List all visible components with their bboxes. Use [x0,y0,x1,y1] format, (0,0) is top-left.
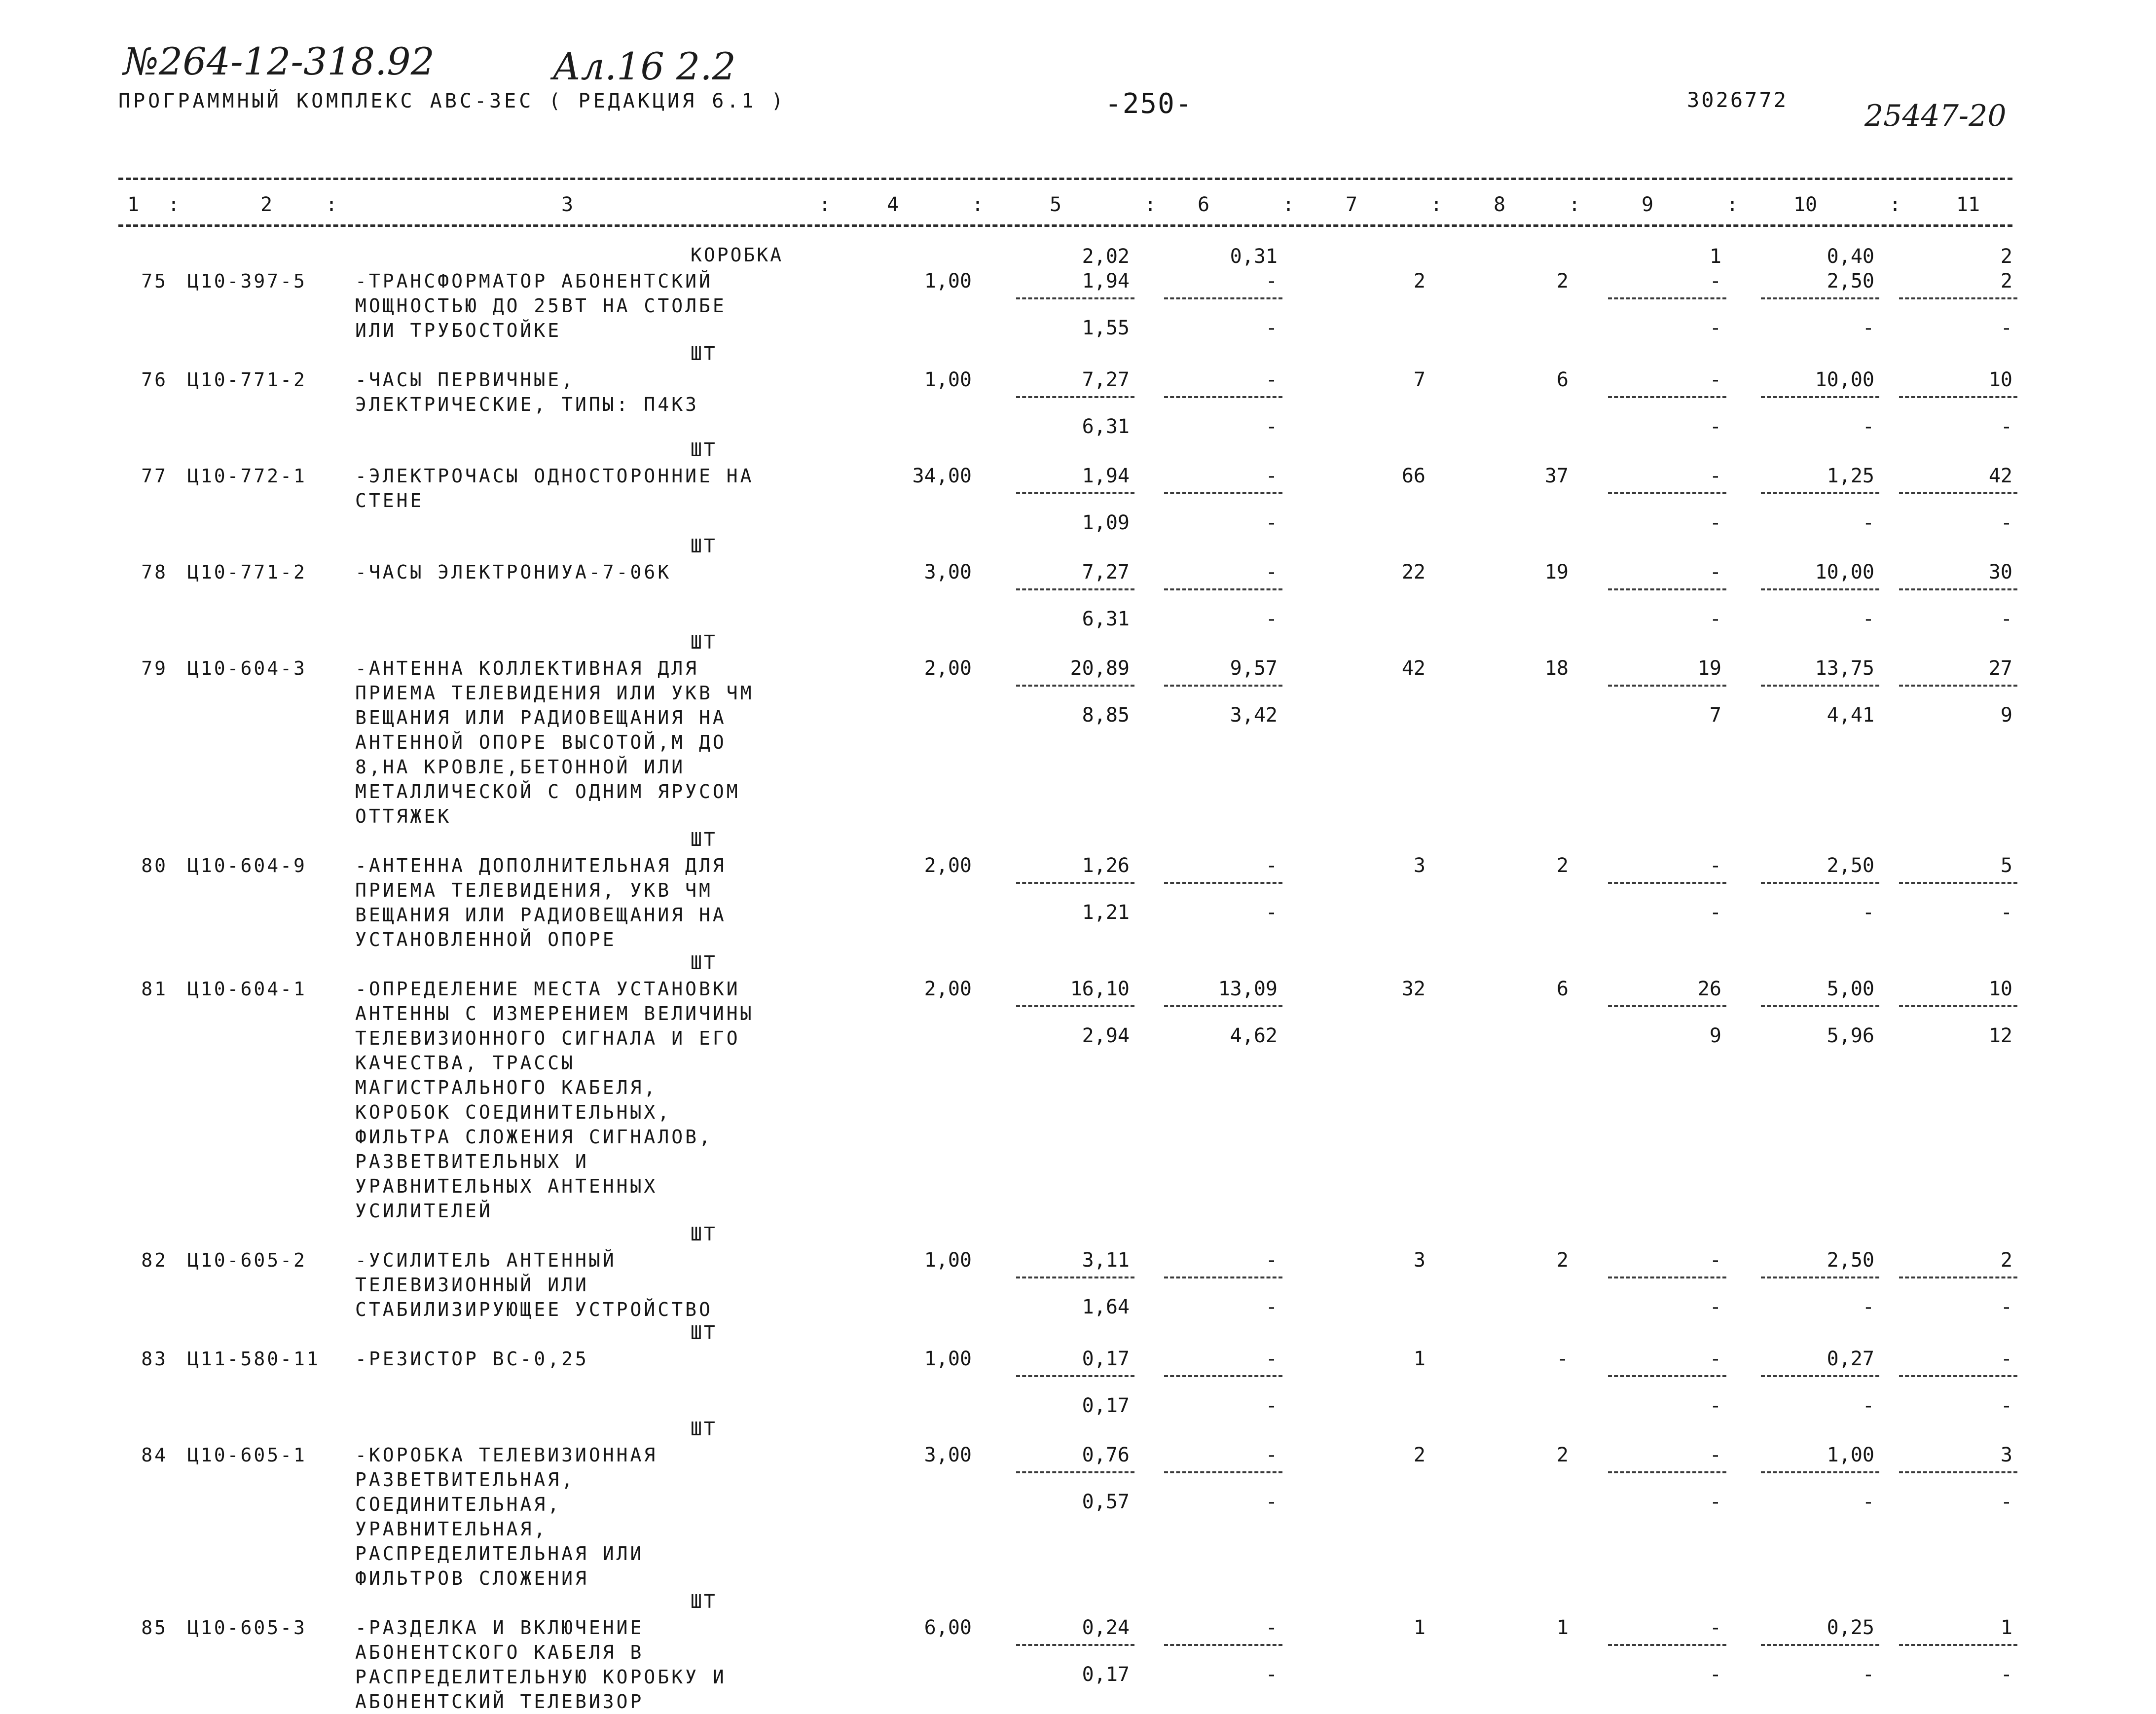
column-separator: : [326,193,338,216]
fraction-rule [1016,1276,1134,1278]
cell-col10: - [1862,1296,1874,1318]
fraction-rule [1164,1276,1282,1278]
rate-code: Ц11-580-11 [187,1348,320,1370]
fraction-rule [1761,685,1879,687]
cell-col9: - [1709,561,1721,583]
unit-label: ШТ [691,952,717,974]
cell-col6: - [1265,1491,1278,1513]
work-description: -АНТЕННА КОЛЛЕКТИВНАЯ ДЛЯ ПРИЕМА ТЕЛЕВИДЕНИЯ ИЛИ УКВ ЧМ ВЕЩАНИЯ ИЛИ РАДИОВЕЩАНИЯ НА АНТЕННОЙ ОПОРЕ ВЫСОТОЙ,М ДО 8,НА КРОВЛЕ,БЕТОННОЙ ИЛИ МЕТАЛЛИЧЕСКОЙ С ОДНИМ ЯРУСОМ ОТТЯЖЕК [355,657,754,827]
cell-col9: - [1709,415,1721,438]
column-number-2: 2 [260,193,273,216]
rate-code: Ц10-604-3 [187,657,307,679]
fraction-rule [1761,396,1879,398]
cell-col9: 26 [1697,978,1721,1000]
cell-col4: 6,00 [924,1616,972,1639]
column-number-3: 3 [561,193,574,216]
cell-col6: - [1265,1296,1278,1318]
fraction-rule [1761,588,1879,590]
cell-col6: 3,42 [1230,704,1278,727]
cell-col5: 0,17 [1082,1348,1130,1370]
fraction-rule [1016,492,1134,494]
rate-code: Ц10-605-2 [187,1249,307,1271]
cell-col8: 6 [1556,978,1569,1000]
cell-col9: - [1709,317,1721,339]
page-number: -250- [1105,88,1193,120]
cell-col11: 30 [1988,561,2012,583]
row-number: 84 [141,1444,168,1466]
fraction-rule [1608,1471,1726,1473]
cell-col10: - [1862,1491,1874,1513]
column-number-10: 10 [1793,193,1818,216]
work-description: -УСИЛИТЕЛЬ АНТЕННЫЙ ТЕЛЕВИЗИОННЫЙ ИЛИ СТАБИЛИЗИРУЮЩЕЕ УСТРОЙСТВО [355,1249,713,1320]
fraction-rule [1899,1276,2017,1278]
work-description: -ОПРЕДЕЛЕНИЕ МЕСТА УСТАНОВКИ АНТЕННЫ С ИЗМЕРЕНИЕМ ВЕЛИЧИНЫ ТЕЛЕВИЗИОННОГО СИГНАЛА И ЕГО КАЧЕСТВА, ТРАССЫ МАГИСТРАЛЬНОГО КАБЕЛЯ, КОРОБОК СОЕДИНИТЕЛЬНЫХ, ФИЛЬТРА СЛОЖЕНИЯ СИГНАЛОВ, РАЗВЕТВИТЕЛЬНЫХ И УРАВНИТЕЛЬНЫХ АНТЕННЫХ УСИЛИТЕЛЕЙ [355,978,754,1222]
cell-col6: 4,62 [1230,1024,1278,1047]
cell-col9: 7 [1709,704,1721,727]
cell-col6: - [1265,511,1278,534]
cell-col7: 1 [1413,1616,1425,1639]
cell-col8: 18 [1544,657,1569,680]
cell-col5: 6,31 [1082,608,1130,630]
unit-label: ШТ [691,1418,717,1440]
cell-col10: 0,40 [1827,245,1874,268]
cell-col7: 22 [1401,561,1425,583]
cell-col11: - [2000,901,2012,924]
fraction-rule [1761,1276,1879,1278]
cell-col9: - [1709,1296,1721,1318]
cell-col6: - [1265,1663,1278,1686]
cell-col11: 10 [1988,978,2012,1000]
cell-col11: 3 [2000,1444,2012,1466]
fraction-rule [1016,1644,1134,1646]
cell-col9: - [1709,1348,1721,1370]
cell-col4: 1,00 [924,270,972,292]
cell-col10: 2,50 [1827,854,1874,877]
cell-col7: 3 [1413,1249,1425,1272]
cell-col5: 0,57 [1082,1491,1130,1513]
cell-col9: 1 [1709,245,1721,268]
cell-col5: 0,17 [1082,1394,1130,1417]
cell-col8: 2 [1556,270,1569,292]
row-number: 82 [141,1249,168,1271]
fraction-rule [1899,685,2017,687]
cell-col11: 12 [1988,1024,2012,1047]
row-number: 83 [141,1348,168,1370]
row-number: 76 [141,369,168,391]
cell-col4: 2,00 [924,657,972,680]
cell-col10: - [1862,511,1874,534]
fraction-rule [1899,492,2017,494]
cell-col10: 0,27 [1827,1348,1874,1370]
cell-col6: - [1265,561,1278,583]
cell-col7: 2 [1413,270,1425,292]
fraction-rule [1761,1471,1879,1473]
cell-col6: - [1265,415,1278,438]
rate-code: Ц10-397-5 [187,270,307,292]
fraction-rule [1899,1471,2017,1473]
cell-col10: 10,00 [1815,368,1874,391]
unit-label: ШТ [691,1223,717,1245]
rate-code: Ц10-604-9 [187,855,307,876]
cell-col11: - [2000,511,2012,534]
handwritten-registry-number: №264-12-318.92 [123,39,435,83]
fraction-rule [1608,685,1726,687]
rate-code: Ц10-604-1 [187,978,307,1000]
cell-col4: 1,00 [924,1348,972,1370]
handwritten-sheet-number: 25447-20 [1864,99,2007,133]
cell-col11: 2 [2000,1249,2012,1272]
fraction-rule [1761,882,1879,884]
cell-col6: - [1265,270,1278,292]
cell-col10: 4,41 [1827,704,1874,727]
cell-col5: 2,94 [1082,1024,1130,1047]
fraction-rule [1899,396,2017,398]
cell-col10: 1,25 [1827,465,1874,487]
fraction-rule [1016,882,1134,884]
cell-col4: 3,00 [924,561,972,583]
cell-col10: 13,75 [1815,657,1874,680]
cell-col6: - [1265,465,1278,487]
cell-col4: 2,00 [924,854,972,877]
row-number: 77 [141,465,168,487]
fraction-rule [1608,396,1726,398]
fraction-rule [1164,396,1282,398]
cell-col5: 16,10 [1070,978,1130,1000]
cell-col11: - [2000,1348,2012,1370]
cell-col10: - [1862,1394,1874,1417]
table-header-rule [118,224,2012,227]
fraction-rule [1164,1005,1282,1007]
cell-col11: - [2000,415,2012,438]
cell-col10: - [1862,317,1874,339]
cell-col10: - [1862,415,1874,438]
cell-col8: 6 [1556,368,1569,391]
cell-col11: 42 [1988,465,2012,487]
cell-col9: - [1709,270,1721,292]
cell-col6: - [1265,1348,1278,1370]
cell-col8: 19 [1544,561,1569,583]
cell-col9: 19 [1697,657,1721,680]
work-description: -РЕЗИСТОР ВС-0,25 [355,1348,589,1370]
work-description: -РАЗДЕЛКА И ВКЛЮЧЕНИЕ АБОНЕНТСКОГО КАБЕЛЯ В РАСПРЕДЕЛИТЕЛЬНУЮ КОРОБКУ И АБОНЕНТСКИЙ ТЕЛЕВИЗОР [355,1617,727,1713]
fraction-rule [1608,1276,1726,1278]
fraction-rule [1016,685,1134,687]
column-separator: : [168,193,180,216]
fraction-rule [1761,1644,1879,1646]
column-separator: : [972,193,984,216]
cell-col8: 2 [1556,1249,1569,1272]
cell-col5: 1,94 [1082,465,1130,487]
cell-col9: - [1709,608,1721,630]
fraction-rule [1016,588,1134,590]
column-separator: : [1726,193,1739,216]
cell-col11: 27 [1988,657,2012,680]
cell-col4: 2,00 [924,978,972,1000]
row-number: 78 [141,561,168,583]
fraction-rule [1164,1375,1282,1377]
fraction-rule [1608,882,1726,884]
handwritten-album-number: Ал.16 2.2 [552,44,736,88]
cell-col11: - [2000,1491,2012,1513]
cell-col6: - [1265,317,1278,339]
row-number: 75 [141,270,168,292]
fraction-rule [1164,492,1282,494]
cell-col6: - [1265,854,1278,877]
rate-code: Ц10-771-2 [187,369,307,391]
cell-col10: - [1862,1663,1874,1686]
cell-col11: 2 [2000,270,2012,292]
fraction-rule [1608,492,1726,494]
cell-col10: 1,00 [1827,1444,1874,1466]
cell-col11: - [2000,1296,2012,1318]
cell-col9: - [1709,1249,1721,1272]
unit-label: ШТ [691,535,717,557]
rate-code: Ц10-771-2 [187,561,307,583]
cell-col5: 2,02 [1082,245,1130,268]
unit-label: ШТ [691,1591,717,1612]
fraction-rule [1164,588,1282,590]
fraction-rule [1608,1375,1726,1377]
cell-col10: 2,50 [1827,1249,1874,1272]
fraction-rule [1899,1644,2017,1646]
fraction-rule [1899,882,2017,884]
work-description: -ЧАСЫ ПЕРВИЧНЫЕ, ЭЛЕКТРИЧЕСКИЕ, ТИПЫ: П4К3 [355,369,699,415]
cell-col8: 1 [1556,1616,1569,1639]
column-separator: : [1282,193,1295,216]
fraction-rule [1608,297,1726,299]
cell-col4: 3,00 [924,1444,972,1466]
fraction-rule [1016,396,1134,398]
unit-label: ШТ [691,343,717,365]
cell-col10: 2,50 [1827,270,1874,292]
unit-label: ШТ [691,631,717,653]
cell-col9: - [1709,511,1721,534]
row-number: 81 [141,978,168,1000]
fraction-rule [1164,882,1282,884]
fraction-rule [1164,685,1282,687]
row-number: 80 [141,855,168,876]
column-number-11: 11 [1956,193,1980,216]
cell-col9: - [1709,1663,1721,1686]
column-number-6: 6 [1197,193,1210,216]
cell-col11: - [2000,1394,2012,1417]
cell-col10: 0,25 [1827,1616,1874,1639]
work-description: -ЭЛЕКТРОЧАСЫ ОДНОСТОРОННИЕ НА СТЕНЕ [355,465,754,511]
work-description: -ТРАНСФОРМАТОР АБОНЕНТСКИЙ МОЩНОСТЬЮ ДО 25ВТ НА СТОЛБЕ ИЛИ ТРУБОСТОЙКЕ [355,270,727,341]
cell-col9: - [1709,854,1721,877]
cell-col7: 66 [1401,465,1425,487]
fraction-rule [1761,492,1879,494]
fraction-rule [1164,1644,1282,1646]
column-number-8: 8 [1493,193,1506,216]
cell-col9: - [1709,901,1721,924]
cell-col7: 32 [1401,978,1425,1000]
document-number: 3026772 [1687,88,1789,112]
unit-label: КОРОБКА [691,244,784,266]
cell-col6: - [1265,1444,1278,1466]
cell-col11: - [2000,608,2012,630]
column-number-9: 9 [1641,193,1654,216]
cell-col6: - [1265,368,1278,391]
fraction-rule [1899,1005,2017,1007]
cell-col7: 1 [1413,1348,1425,1370]
fraction-rule [1016,1471,1134,1473]
column-separator: : [819,193,831,216]
row-number: 85 [141,1617,168,1639]
cell-col5: 0,17 [1082,1663,1130,1686]
fraction-rule [1899,588,2017,590]
cell-col9: - [1709,368,1721,391]
cell-col6: 9,57 [1230,657,1278,680]
cell-col9: - [1709,1616,1721,1639]
table-top-rule [118,178,2012,180]
cell-col10: 5,00 [1827,978,1874,1000]
cell-col11: 5 [2000,854,2012,877]
cell-col5: 6,31 [1082,415,1130,438]
column-number-4: 4 [886,193,899,216]
cell-col11: 1 [2000,1616,2012,1639]
column-separator: : [1144,193,1157,216]
column-separator: : [1569,193,1581,216]
cell-col9: 9 [1709,1024,1721,1047]
row-number: 79 [141,657,168,679]
fraction-rule [1899,297,2017,299]
cell-col7: 42 [1401,657,1425,680]
column-number-7: 7 [1345,193,1358,216]
cell-col5: 0,76 [1082,1444,1130,1466]
cell-col5: 0,24 [1082,1616,1130,1639]
cell-col9: - [1709,1394,1721,1417]
cell-col6: - [1265,1394,1278,1417]
fraction-rule [1016,297,1134,299]
cell-col11: 9 [2000,704,2012,727]
cell-col11: - [2000,317,2012,339]
cell-col11: - [2000,1663,2012,1686]
fraction-rule [1016,1375,1134,1377]
cell-col10: - [1862,608,1874,630]
unit-label: ШТ [691,1322,717,1344]
fraction-rule [1761,1375,1879,1377]
cell-col6: - [1265,901,1278,924]
column-separator: : [1430,193,1443,216]
unit-label: ШТ [691,829,717,850]
cell-col11: 10 [1988,368,2012,391]
cell-col5: 1,94 [1082,270,1130,292]
cell-col7: 2 [1413,1444,1425,1466]
cell-col5: 1,64 [1082,1296,1130,1318]
rate-code: Ц10-605-1 [187,1444,307,1466]
cell-col11: 2 [2000,245,2012,268]
cell-col5: 1,55 [1082,317,1130,339]
cell-col8: 37 [1544,465,1569,487]
cell-col8: - [1556,1348,1569,1370]
cell-col4: 1,00 [924,368,972,391]
fraction-rule [1761,1005,1879,1007]
cell-col7: 3 [1413,854,1425,877]
cell-col5: 8,85 [1082,704,1130,727]
cell-col5: 20,89 [1070,657,1130,680]
fraction-rule [1164,1471,1282,1473]
cell-col5: 1,26 [1082,854,1130,877]
cell-col5: 1,21 [1082,901,1130,924]
cell-col6: - [1265,1616,1278,1639]
cell-col9: - [1709,1491,1721,1513]
fraction-rule [1608,1005,1726,1007]
column-separator: : [1889,193,1901,216]
cell-col4: 34,00 [912,465,972,487]
cell-col9: - [1709,465,1721,487]
cell-col5: 3,11 [1082,1249,1130,1272]
cell-col4: 1,00 [924,1249,972,1272]
fraction-rule [1899,1375,2017,1377]
fraction-rule [1608,588,1726,590]
cell-col6: 0,31 [1230,245,1278,268]
cell-col10: 5,96 [1827,1024,1874,1047]
unit-label: ШТ [691,439,717,461]
work-description: -АНТЕННА ДОПОЛНИТЕЛЬНАЯ ДЛЯ ПРИЕМА ТЕЛЕВИДЕНИЯ, УКВ ЧМ ВЕЩАНИЯ ИЛИ РАДИОВЕЩАНИЯ НА УСТАНОВЛЕННОЙ ОПОРЕ [355,855,727,950]
work-description: -КОРОБКА ТЕЛЕВИЗИОННАЯ РАЗВЕТВИТЕЛЬНАЯ, СОЕДИНИТЕЛЬНАЯ, УРАВНИТЕЛЬНАЯ, РАСПРЕДЕЛИТЕЛЬНАЯ ИЛИ ФИЛЬТРОВ СЛОЖЕНИЯ [355,1444,658,1589]
rate-code: Ц10-605-3 [187,1617,307,1639]
cell-col8: 2 [1556,854,1569,877]
cell-col10: 10,00 [1815,561,1874,583]
cell-col8: 2 [1556,1444,1569,1466]
cell-col9: - [1709,1444,1721,1466]
rate-code: Ц10-772-1 [187,465,307,487]
cell-col10: - [1862,901,1874,924]
fraction-rule [1164,297,1282,299]
cell-col6: 13,09 [1218,978,1278,1000]
cell-col5: 7,27 [1082,368,1130,391]
cell-col6: - [1265,608,1278,630]
work-description: -ЧАСЫ ЭЛЕКТРОНИУА-7-06К [355,561,672,583]
cell-col7: 7 [1413,368,1425,391]
column-number-1: 1 [127,193,140,216]
fraction-rule [1761,297,1879,299]
program-title: ПРОГРАММНЫЙ КОМПЛЕКС АВС-3ЕС ( РЕДАКЦИЯ 6.1 ) [118,90,786,112]
fraction-rule [1016,1005,1134,1007]
cell-col5: 7,27 [1082,561,1130,583]
fraction-rule [1608,1644,1726,1646]
cell-col6: - [1265,1249,1278,1272]
column-number-5: 5 [1049,193,1062,216]
cell-col5: 1,09 [1082,511,1130,534]
